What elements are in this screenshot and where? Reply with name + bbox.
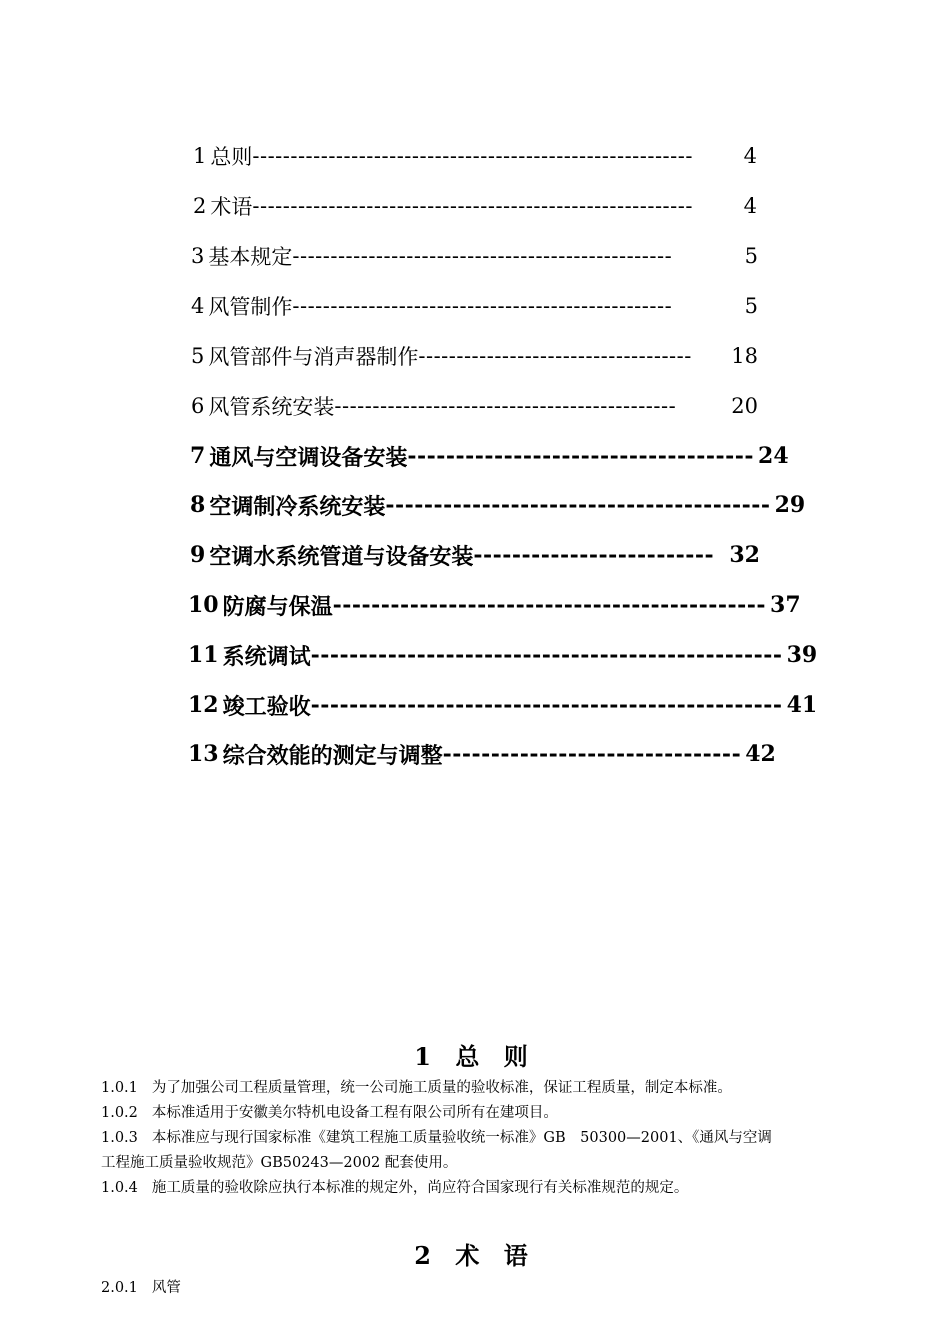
toc-leader: ---------------------------------------------------------- (252, 144, 693, 168)
section-heading-terms: 2 术 语 (414, 1241, 536, 1270)
toc-page-number: 32 (729, 542, 760, 568)
toc-leader: --------------------------------------------- (334, 394, 677, 418)
toc-row[interactable] (188, 590, 801, 620)
toc-row[interactable] (191, 241, 758, 271)
clause (101, 1276, 851, 1300)
toc-chapter-number: 9 (190, 542, 206, 568)
toc-row[interactable] (190, 490, 806, 520)
toc-row[interactable] (193, 191, 757, 221)
toc-chapter-title: 总则 (210, 145, 253, 169)
toc-leader: ------------------------------------ (418, 344, 692, 368)
toc-page-number: 42 (745, 741, 776, 767)
toc-leader: -------------------------------------------------- (292, 294, 673, 318)
toc-chapter-title: 空调制冷系统安装 (209, 493, 386, 520)
toc-chapter-number: 10 (188, 592, 219, 618)
toc-chapter-number: 12 (188, 692, 219, 718)
toc-leader: ---------------------------------------- (385, 492, 771, 518)
toc-chapter-title: 防腐与保温 (222, 593, 333, 620)
toc-leader: ------------------------- (473, 542, 715, 568)
toc-chapter-title: 基本规定 (208, 245, 293, 269)
toc-chapter-number: 4 (191, 294, 205, 318)
toc-page-number: 39 (786, 642, 818, 668)
toc-chapter-number: 3 (191, 244, 205, 268)
toc-page-number: 37 (770, 592, 801, 618)
toc-chapter-number: 2 (193, 194, 207, 218)
toc-chapter-title: 术语 (210, 195, 253, 219)
toc-page-number: 4 (743, 194, 757, 218)
clause-text: 风管 (151, 1280, 181, 1296)
toc-chapter-number: 11 (188, 642, 219, 668)
toc-chapter-title: 通风与空调设备安装 (209, 444, 408, 471)
toc-leader: -------------------------------------------------- (292, 244, 673, 268)
toc-page-number: 24 (758, 443, 789, 469)
toc-page-number: 4 (743, 144, 757, 168)
clause-text: 本标准应与现行国家标准《建筑工程施工质量验收统一标准》GB 50300—2001、《通风与空调 (151, 1130, 772, 1146)
toc-chapter-number: 5 (191, 344, 205, 368)
clause (101, 1176, 851, 1200)
toc-chapter-title: 综合效能的测定与调整 (222, 742, 443, 769)
toc-row[interactable] (188, 640, 818, 670)
toc-page-number: 20 (731, 394, 758, 418)
toc-chapter-title: 空调水系统管道与设备安装 (209, 543, 474, 570)
clause (101, 1101, 851, 1125)
toc-row[interactable] (188, 739, 776, 769)
clause-number: 2.0.1 (101, 1280, 138, 1296)
toc-leader: --------------------------------------------- (332, 592, 767, 618)
toc-page-number: 18 (731, 344, 758, 368)
toc-chapter-number: 7 (190, 443, 206, 469)
toc-chapter-number: 6 (191, 394, 205, 418)
toc-row[interactable] (191, 391, 758, 421)
toc-row[interactable] (191, 341, 758, 371)
toc-row[interactable] (188, 690, 818, 720)
section-heading-general: 1 总 则 (414, 1042, 536, 1071)
clause-text: 施工质量的验收除应执行本标准的规定外，尚应符合国家现行有关标准规范的规定。 (151, 1180, 689, 1196)
clause-number: 1.0.2 (101, 1105, 138, 1121)
toc-chapter-title: 风管部件与消声器制作 (208, 345, 419, 369)
toc-leader: ------------------------------------------------- (310, 642, 783, 668)
toc-chapter-title: 系统调试 (222, 643, 311, 670)
toc-chapter-number: 13 (188, 741, 219, 767)
toc-leader: ------------------------------------------------- (310, 692, 783, 718)
clause (101, 1076, 851, 1100)
toc-row[interactable] (191, 291, 758, 321)
toc-row[interactable] (190, 441, 789, 471)
toc-row[interactable] (190, 540, 760, 570)
clause-text: 工程施工质量验收规范》GB50243—2002 配套使用。 (101, 1155, 458, 1171)
clause-number: 1.0.4 (101, 1180, 138, 1196)
clause-number: 1.0.3 (101, 1130, 138, 1146)
toc-leader: ------------------------------------ (407, 443, 755, 469)
toc-page-number: 5 (744, 244, 758, 268)
toc-chapter-number: 8 (190, 492, 206, 518)
clause-text: 为了加强公司工程质量管理，统一公司施工质量的验收标准，保证工程质量，制定本标准。 (151, 1080, 732, 1096)
clause-text: 本标准适用于安徽美尔特机电设备工程有限公司所有在建项目。 (151, 1105, 558, 1121)
clause-continuation (101, 1151, 851, 1175)
toc-leader: ------------------------------- (442, 741, 742, 767)
toc-chapter-title: 风管系统安装 (208, 395, 335, 419)
toc-chapter-title: 风管制作 (208, 295, 293, 319)
toc-row[interactable] (193, 141, 757, 171)
toc-page-number: 5 (744, 294, 758, 318)
clause-number: 1.0.1 (101, 1080, 138, 1096)
clause (101, 1126, 851, 1150)
toc-leader: ---------------------------------------------------------- (252, 194, 693, 218)
toc-page-number: 29 (774, 492, 806, 518)
toc-page-number: 41 (786, 692, 818, 718)
toc-chapter-title: 竣工验收 (222, 693, 311, 720)
toc-chapter-number: 1 (193, 144, 207, 168)
